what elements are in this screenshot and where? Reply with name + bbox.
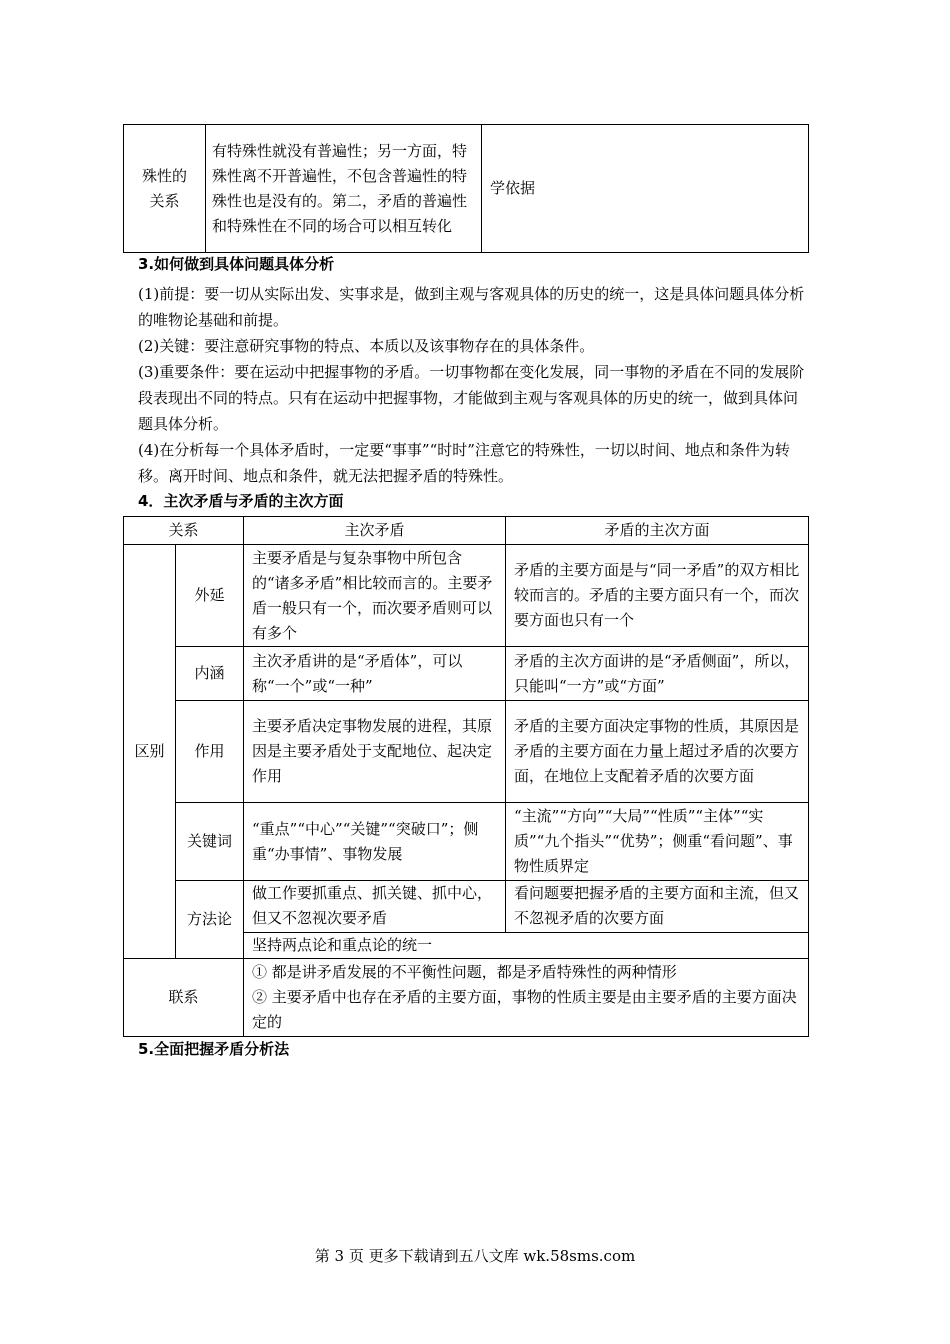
cell-connotation-aspect: 矛盾的主次方面讲的是“矛盾侧面”，所以，只能叫“一方”或“方面” [506, 647, 809, 701]
page-footer: 第 3 页 更多下载请到五八文库 wk.58sms.com [314, 1247, 636, 1265]
header-main-secondary-contradiction: 主次矛盾 [244, 517, 506, 545]
row-label-connection: 联系 [124, 959, 244, 1037]
row-label-function: 作用 [176, 701, 244, 803]
section3-item-1: (1)前提：要一切从实际出发、实事求是，做到主观与客观具体的历史的统一，这是具体问题具体分析的唯物论基础和前提。 [138, 285, 805, 329]
contradiction-comparison-table [123, 516, 809, 1037]
cell-keywords-aspect: “主流”“方向”“大局”“性质”“主体”“实质”“九个指头”“优势”；侧重“看问题”、事物性质界定 [506, 803, 809, 881]
section3-item-4: (4)在分析每一个具体矛盾时，一定要“事事”“时时”注意它的特殊性，一切以时间、地点和条件为转移。离开时间、地点和条件，就无法把握矛盾的特殊性。 [138, 441, 790, 485]
section3-item-3: (3)重要条件：要在运动中把握事物的矛盾。一切事物都在变化发展，同一事物的矛盾在不同的发展阶段表现出不同的特点。只有在运动中把握事物，才能做到主观与客观具体的历史的统一，做到具体问题具体分析。 [138, 363, 805, 433]
row-label-extension: 外延 [176, 545, 244, 647]
table1-right-cell: 学依据 [482, 125, 809, 253]
header-main-secondary-aspect: 矛盾的主次方面 [506, 517, 809, 545]
cell-connection [244, 959, 809, 1037]
cell-methodology-common: 坚持两点论和重点论的统一 [244, 933, 809, 959]
group-label-difference: 区别 [124, 545, 176, 959]
section3-heading: 3.如何做到具体问题具体分析 [138, 255, 335, 273]
cell-function-aspect: 矛盾的主要方面决定事物的性质，其原因是矛盾的主要方面在力量上超过矛盾的次要方面，在地位上支配着矛盾的次要方面 [506, 701, 809, 803]
section4-heading: 4．主次矛盾与矛盾的主次方面 [138, 492, 344, 510]
universality-particularity-table [123, 124, 809, 253]
section5-heading: 5.全面把握矛盾分析法 [138, 1040, 290, 1058]
cell-function-main: 主要矛盾决定事物发展的进程，其原因是主要矛盾处于支配地位、起决定作用 [244, 701, 506, 803]
table1-row-label: 殊性的关系 [124, 125, 206, 253]
header-relation: 关系 [124, 517, 244, 545]
cell-extension-main: 主要矛盾是与复杂事物中所包含的“诸多矛盾”相比较而言的。主要矛盾一般只有一个，而次要矛盾则可以有多个 [244, 545, 506, 647]
connection-line-1: ① 都是讲矛盾发展的不平衡性问题，都是矛盾特殊性的两种情形 [252, 963, 677, 981]
connection-line-2: ② 主要矛盾中也存在矛盾的主要方面，事物的性质主要是由主要矛盾的主要方面决定的 [252, 988, 797, 1031]
row-label-connotation: 内涵 [176, 647, 244, 701]
row-label-methodology: 方法论 [176, 881, 244, 959]
cell-keywords-main: “重点”“中心”“关键”“突破口”；侧重“办事情”、事物发展 [244, 803, 506, 881]
cell-methodology-main: 做工作要抓重点、抓关键、抓中心，但又不忽视次要矛盾 [244, 881, 506, 933]
cell-methodology-aspect: 看问题要把握矛盾的主要方面和主流，但又不忽视矛盾的次要方面 [506, 881, 809, 933]
section3-item-2: (2)关键：要注意研究事物的特点、本质以及该事物存在的具体条件。 [138, 337, 595, 355]
cell-extension-aspect: 矛盾的主要方面是与“同一矛盾”的双方相比较而言的。矛盾的主要方面只有一个，而次要方面也只有一个 [506, 545, 809, 647]
cell-connotation-main: 主次矛盾讲的是“矛盾体”，可以称“一个”或“一种” [244, 647, 506, 701]
row-label-keywords: 关键词 [176, 803, 244, 881]
table1-middle-cell: 有特殊性就没有普遍性；另一方面，特殊性离不开普遍性，不包含普遍性的特殊性也是没有的。第二，矛盾的普遍性和特殊性在不同的场合可以相互转化 [206, 125, 482, 253]
